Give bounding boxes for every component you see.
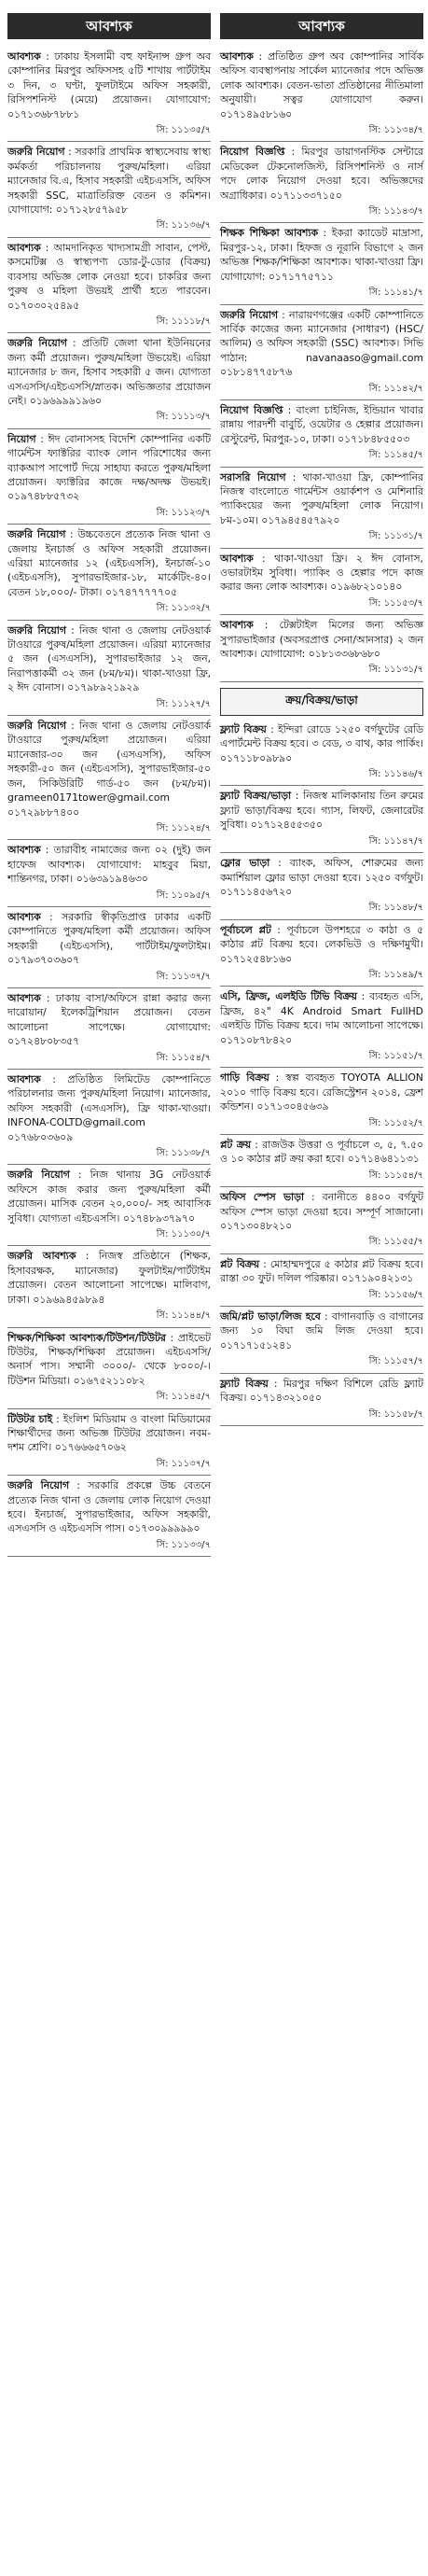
classified-ad — [7, 907, 211, 988]
ad-text: সরকারি প্রকল্পে উচ্চ বেতনে প্রত্যেক নিজ থানা ও জেলায় লোক নিয়োগ দেওয়া হবে। ইনচার্জ, সুপারভাইজার, অফিস সহকারী, এসএসসি ও এইচএসসি পাস। ০১৭৩০৯৯৯৯৯০ — [7, 1479, 211, 1535]
classified-ad — [7, 238, 211, 333]
ad-label: নিয়োগ — [7, 432, 36, 445]
ad-label-separator: : — [320, 1310, 332, 1323]
classified-ad — [220, 920, 423, 987]
ad-label-separator: : — [65, 623, 80, 637]
classified-ad — [7, 429, 211, 525]
ad-text: থাকা-খাওয়া ফ্রি, কোম্পানির নিজস্ব বাংলোতে গার্মেন্টস ওয়ার্কশপ ও মেশিনারি প্যাকিংয়ের জন্য পুরুষ/মহিলা লোক নিয়োগ। ৮ম-১০ম। ০১৭৯৪৫৪৫৭৯২০ — [220, 470, 423, 526]
ad-label-separator: : — [277, 308, 290, 321]
classified-ad — [7, 988, 211, 1070]
ad-code: সি: ১১১১৩/৭ — [156, 412, 211, 423]
right-column — [220, 13, 423, 1426]
ad-label: জরুরি নিয়োগ — [7, 1169, 70, 1182]
ad-label-separator: : — [165, 1331, 178, 1344]
ad-label-separator: : — [69, 1169, 90, 1182]
ad-label-separator: : — [253, 552, 275, 565]
ad-label: টিউটর চাই — [7, 1412, 53, 1425]
ad-text: আমদানিকৃত খাদ্যসামগ্রী সাবান, পেস্ট, কসমেটিক্স ও স্বাস্থ্যপণ্য ডোর-টু-ডোর (বিক্রয়) ব্যবসায় অভিজ্ঞ লোক নেওয়া হবে। চাকরির জন্য পুরুষ ও মহিলা উভয়ই প্রার্থী হতে পারবেন। ০১৭০৩০২৫৪৯৫ — [7, 241, 211, 312]
classified-ad — [220, 853, 423, 920]
ad-label: জরুরি নিয়োগ — [7, 528, 66, 541]
ad-code: সি: ১১১৪৭/৭ — [368, 835, 423, 847]
classified-ad — [220, 47, 423, 142]
ad-code: সি: ১১১৫৬/৭ — [368, 1289, 423, 1300]
ad-text: নিজ থানা ও জেলায় নেটওয়ার্ক টাওয়ারে পুরুষ/মহিলা প্রয়োজন। এরিয়া ম্যানেজার-৩০ জন (এসএসসি), অফিস সহকারী-৫০ জন (এইচএসসি), সুপারভাইজার-৫০ জন, সিকিউরিটি গার্ড-৫০ জন (৮ম/৮ম)। grameen0171tower@gmail.com ০১৭২৯৮৮৭৪০০ — [7, 720, 211, 819]
ad-code: সি: ১১১৪৮/৭ — [368, 903, 423, 914]
classified-ad — [7, 840, 211, 907]
ad-label-separator: : — [285, 470, 303, 483]
ad-label-separator: : — [65, 720, 80, 733]
ad-text: ঈদ বোনাসসহ বিদেশি কোম্পানির একটি গার্মেন্টস ফ্যাক্টরির ব্যাংক লোন পরিশোধের জন্য ব্যাকআপ সাপোর্ট দিয়ে সাহায্য করতে পুরুষ/মহিলা প্রয়োজন। ফ্যাক্টরির কাজে দক্ষ/অদক্ষ উভয়ই। ০১৯৭৪৮৮৫৭৩২ — [7, 432, 211, 503]
ad-label-separator: : — [318, 227, 332, 240]
ad-label-separator: : — [40, 910, 62, 923]
ad-code: সি: ১১১২৪/৭ — [156, 822, 211, 833]
ad-label-separator: : — [64, 146, 76, 159]
classified-ad — [7, 525, 211, 620]
classified-ad — [7, 47, 211, 142]
ad-label-separator: : — [40, 241, 54, 254]
ad-label: জরুরি নিয়োগ — [7, 337, 67, 350]
ad-label-separator: : — [40, 844, 54, 857]
ad-label-separator: : — [66, 337, 82, 350]
ad-label: গাড়ি বিক্রয় — [220, 1071, 269, 1085]
ad-label-separator: : — [284, 146, 302, 159]
ad-label-separator: : — [76, 1250, 99, 1263]
ad-label: জরুরি নিয়োগ — [7, 1479, 70, 1492]
classified-ad — [220, 1187, 423, 1254]
ad-text: ব্যাংক, অফিস, শোরুমের জন্য কমার্শিয়াল ফ্লোর ভাড়া দেওয়া হবে। ১২৫০ বর্গফুট। ০১৭১১৪৫৬৭২০ — [220, 857, 423, 898]
ad-label: জরুরি নিয়োগ — [7, 146, 65, 159]
ad-label: ফ্ল্যাট বিক্রয় — [220, 722, 267, 735]
left-ads-list — [7, 47, 211, 1557]
ad-label-separator: : — [259, 1257, 270, 1270]
ad-label-separator: : — [270, 923, 287, 936]
right-column-header: আবশ্যক — [220, 13, 423, 39]
classified-ad — [220, 223, 423, 304]
classified-ad — [220, 549, 423, 616]
ad-label-separator: : — [40, 1073, 68, 1085]
right-ads-list — [220, 47, 423, 682]
ad-label: ফ্ল্যাট বিক্রয়/ভাড়া — [220, 790, 292, 803]
ad-text: নারায়ণগঞ্জের একটি কোম্পানিতে সার্বিক কাজের জন্য ম্যানেজার (সাধারণ) (HSC/আলিম) ও অফিস সহকারী (SSC) আবশ্যক। সিভি পাঠান: navanaaso@gmail.com ০১৮১৪৭৭৫৮৭৬ — [220, 308, 423, 379]
ad-code: সি: ১১১৩০/৭ — [156, 1229, 211, 1240]
ad-text: সরকারি প্রাথমিক স্বাস্থ্যসেবায় স্বাস্থ্য কর্মকর্তা পরিচালনায় পুরুষ/মহিলা। এরিয়া ম্যানেজার বি.এ, হিসাব সহকারী এইচএসসি, অফিস সহকারী SSC, মাত্রাতিরিক্ত বেতন ও কমিশন। যোগাযোগ: ০১৭১২৮৫৭৯৫৮ — [7, 146, 211, 217]
classified-ad — [220, 987, 423, 1068]
ad-text: নিজ থানায় 3G নেটওয়ার্ক অফিসে কাজ করার জন্য পুরুষ/মহিলা কর্মী প্রয়োজন। মাসিক বেতন ২০,০০০/- সহ আবাসিক সুবিধা। যোগ্যতা এইচএসসি। ০১৭৪৮৯৩৭৯৭০ — [7, 1169, 211, 1225]
ad-code: সি: ১১১৫৭/৭ — [368, 1356, 423, 1367]
ad-label-separator: : — [69, 1479, 89, 1492]
ad-label-separator: : — [269, 1071, 286, 1085]
ad-text: মিরপুর ডায়াগনস্টিক সেন্টারে মেডিকেল টেকনোলজিস্ট, রিসিপশনিস্ট ও নার্স পদে লোক নিয়োগ দেওয়া হবে। অভিজ্ঞদের অগ্রাধিকার। ০১৭১১৩৩৭১৫০ — [220, 146, 423, 202]
ad-label-separator: : — [35, 432, 48, 445]
ad-label: জরুরি আবশ্যক — [7, 1250, 76, 1263]
ad-code: সি: ১১১৫১/৭ — [368, 1050, 423, 1061]
ad-label: শিক্ষক শিক্ষিকা আবশ্যক — [220, 227, 319, 240]
classified-ad — [7, 1165, 211, 1246]
ad-code: সি: ১১১৪২/৭ — [368, 383, 423, 394]
ad-code: সি: ১১১৩৪/৭ — [368, 125, 423, 136]
classified-ad — [7, 1409, 211, 1477]
ad-code: সি: ১১১৩৫/৭ — [156, 125, 211, 136]
ad-label-separator: : — [40, 50, 55, 63]
ad-label: প্লট ক্রয় — [220, 1139, 252, 1151]
ad-label-separator: : — [65, 528, 78, 541]
ad-label: আবশ্যক — [7, 241, 41, 254]
ad-text: মিরপুর দক্ষিণ বিশিলে রেডি ফ্ল্যাট বিক্রয়। ০১৭১৪৩২১০৫০ — [220, 1377, 423, 1405]
ad-label-separator: : — [268, 1377, 283, 1390]
ad-text: প্রাইভেট টিউটর, শিক্ষক/শিক্ষিকা প্রয়োজন। এইচএসসি/অনার্স পাস। সম্মানী ৩০০০/- থেকে ৮০০০/-। টিউশন মিডিয়া। ০১৬৭৫২১১০৮২ — [7, 1331, 211, 1387]
ad-code: সি: ১১১৪৫/৭ — [368, 450, 423, 461]
ad-label: আবশ্যক — [7, 991, 41, 1004]
ad-code: সি: ১১১৩১/৭ — [368, 665, 423, 676]
ad-code: সি: ১১১৩২/৭ — [156, 603, 211, 614]
ad-text: ইকরা ক্যাডেট মাদ্রাসা, মিরপুর-১২, ঢাকা। হিফজ ও নূরানি বিভাগে ২ জন অভিজ্ঞ শিক্ষক/শিক্ষিকা আবশ্যক। থাকা-খাওয়া ফ্রি। যোগাযোগ: ০১৭১৭৭৫৭১১ — [220, 227, 423, 283]
ad-label-separator: : — [303, 1191, 323, 1204]
classified-ad — [7, 1476, 211, 1557]
ad-code: সি: ১১১২৩/৭ — [156, 507, 211, 518]
ad-label: ফ্ল্যাট বিক্রয় — [220, 1377, 269, 1390]
ad-code: সি: ১১১৩৮/৭ — [156, 1148, 211, 1159]
classified-ad — [7, 1328, 211, 1409]
ad-code: সি: ১১১৩৭/৭ — [156, 971, 211, 982]
ad-text: পূর্বাচলে উপশহরে ৩ কাঠা ও ৫ কাঠার প্লট বিক্রয় হবে। লেকভিউ ও দক্ষিণমুখী। ০১৭১২৫৪৮১৬০ — [220, 923, 423, 965]
ad-code: সি: ১১১৫৪/৭ — [156, 1052, 211, 1063]
ad-label: ফ্লোর ভাড়া — [220, 857, 270, 870]
ad-text: ইন্দিরা রোডে ১২৫০ বর্গফুটের রেডি এপার্টমেন্ট বিক্রয় হবে। ৩ বেড, ৩ বাথ, কার পার্কিং। ০১৭১১৮০৯৮৯০ — [220, 722, 423, 764]
ad-code: সি: ১১১৫৪/৭ — [368, 1169, 423, 1181]
ad-text: তারাবীহ নামাজের জন্য ০২ (দুই) জন হাফেজ আবশ্যক। যোগাযোগ: মাহবুব মিয়া, শান্তিনগর, ঢাকা। ০১৬৩৯১৯৪৬৩০ — [7, 844, 211, 886]
ad-label: আবশ্যক — [7, 1073, 41, 1085]
buy-sell-rent-ads-list — [220, 720, 423, 1426]
ad-code: সি: ১১১৫৫/৭ — [368, 1237, 423, 1248]
classified-ad — [220, 1307, 423, 1374]
ad-text: ইংলিশ মিডিয়াম ও বাংলা মিডিয়ামের শিক্ষার্থীদের জন্য অভিজ্ঞ টিউটর প্রয়োজন। নবম-দশম শ্রেণি। ০১৭৬৬৬৫৭০৬২ — [7, 1412, 211, 1454]
ad-code: সি: ১১১৫৮/৭ — [368, 1408, 423, 1420]
ad-label-separator: : — [253, 619, 280, 632]
ad-text: উচ্চবেতনে প্রত্যেক নিজ থানা ও জেলায় ইনচার্জ ও অফিস সহকারী প্রয়োজন। এরিয়া ম্যানেজার ১২ (এইচএসসি), ইনচার্জ-১০ (এইচএসসি), সুপারভাইজার-১৮, মার্কেটিং-৪০। বেতন ১৮,০০০/- টাকা। ০১৭৪৭৭৭৭৭০৫ — [7, 528, 211, 598]
ad-text: প্রতিষ্ঠিত লিমিটেড কোম্পানিতে পরিচালনার জন্য পুরুষ/মহিলা নিয়োগ। ম্যানেজার, অফিস সহকারী (এসএসসি), ফ্রি থাকা-খাওয়া। INFONA-COLTD@gmail.com ০১৭৬৮০৩৬০৯ — [7, 1073, 211, 1143]
ad-text: ব্যবহৃত এসি, ফ্রিজ, ৪২" 4K Android Smart FullHD এলইডি টিভি বিক্রয় হবে। দাম আলোচনা সাপেক্ষে। ০১৭১০৮৭৮৪২০ — [220, 990, 423, 1046]
ad-text: রাজউক উত্তরা ও পূর্বাচলে ৩, ৫, ৭.৫০ ও ১০ কাঠার প্লট ক্রয় করা হবে। ০১৭১৪৬৪১১৩১ — [220, 1139, 423, 1166]
classified-ad — [7, 333, 211, 428]
ad-code: সি: ১১১২৭/৭ — [156, 698, 211, 709]
classified-ad — [220, 1135, 423, 1187]
ad-label: নিয়োগ বিজ্ঞপ্তি — [220, 403, 283, 416]
ad-code: সি: ১১১৪৩/৭ — [368, 206, 423, 217]
ad-label: সরাসরি নিয়োগ — [220, 470, 286, 483]
ad-label: আবশ্যক — [220, 552, 254, 565]
classified-ad — [220, 1068, 423, 1135]
classified-ad — [7, 621, 211, 716]
ad-code: সি: ১১১৩১/৭ — [368, 531, 423, 542]
ad-text: প্রতিষ্ঠিত গ্রুপ অব কোম্পানির সার্বিক অফিস ব্যবস্থাপনায় সার্কেল ম্যানেজার পদে অভিজ্ঞ লোক আবশ্যক। বেতন-ভাতা প্রতিষ্ঠানের নীতিমালা অনুযায়ী। সত্বর যোগাযোগ করুন। ০১৭১৪৯৫৮১৬০ — [220, 50, 423, 120]
ad-label: আবশ্যক — [7, 50, 41, 63]
ad-code: সি: ১১১৪৯/৭ — [368, 969, 423, 980]
ad-label: অফিস স্পেস ভাড়া — [220, 1191, 304, 1204]
ad-text: বনানীতে ৪৪০০ বর্গফুট অফিস স্পেস ভাড়া দেওয়া হবে। সম্পূর্ণ সাজানো। ০১৭১৩০৪৮২১০ — [220, 1191, 423, 1233]
buy-sell-rent-section-title: ক্রয়/বিক্রয়/ভাড়া — [220, 688, 423, 716]
ad-label: জরুরি নিয়োগ — [7, 623, 66, 637]
ad-label: প্লট বিক্রয় — [220, 1257, 260, 1270]
ad-label: আবশ্যক — [220, 619, 254, 632]
ad-text: থাকা-খাওয়া ফ্রি। ২ ঈদ বোনাস, ওভারটাইম সুবিধা। প্যাকিং ও হেল্পার পদে কাজ করার জন্য লোক আবশ্যক। ০১৯৬৮২১০১৪০ — [220, 552, 423, 594]
classified-ad — [220, 1374, 423, 1426]
classified-ad — [220, 468, 423, 549]
left-column — [7, 13, 211, 1557]
classified-ad — [220, 786, 423, 853]
ad-text: বাগানবাড়ি ও বাগানের জন্য ১০ বিঘা জমি লিজ দেওয়া হবে। ০১৭১৭১৫১২৪১ — [220, 1310, 423, 1351]
ad-text: প্রতিটি জেলা থানা ইউনিয়নের জন্য কর্মী প্রয়োজন। পুরুষ/মহিলা উভয়েই। এরিয়া ম্যানেজার ৮ জন, হিসাব সহকারী ৫ জন। যোগ্যতা এসএসসি/এইচএসসি/স্নাতক। অভিজ্ঞতার প্রয়োজন নেই। ০১৯৬৯৯৯১৯৬০ — [7, 337, 212, 407]
ad-text: টেক্সটাইল মিলের জন্য অভিজ্ঞ সুপারভাইজার (অবসরপ্রাপ্ত সেনা/আনসার) ২ জন আবশ্যক। যোগাযোগ: ০১৮১৩৩৬৮৬৮০ — [220, 619, 423, 661]
classified-ad — [220, 1254, 423, 1307]
ad-text: ঢাকায় বাসা/অফিসে রান্না করার জন্য দারোয়ান/ ইলেকট্রিশিয়ান প্রয়োজন। বেতন আলোচনা সাপেক্ষে। যোগাযোগ: ০১৭২৪৮০৮৩৫৭ — [7, 991, 211, 1048]
ad-label-separator: : — [356, 990, 370, 1003]
ad-code: সি: ১১১৩৩/৭ — [156, 1539, 211, 1550]
ad-text: বাংলা চাইনিজ, ইন্ডিয়ান খাবার রান্নায় পারদর্শী বাবুর্চি, ওয়েটার ও হেল্পার প্রয়োজন। রেস্টুরেন্ট, মিরপুর-১০, ঢাকা। ০১৭১৮৪৮৫৫০৩ — [220, 403, 423, 445]
ad-label-separator: : — [283, 403, 297, 416]
ad-text: স্বল্প ব্যবহৃত TOYOTA ALLION ২০১০ গাড়ি বিক্রয় হবে। রেজিস্ট্রেশন ২০১৪, ফ্রেশ কন্ডিশন। ০১৭১৩০৪৫৬৩৯ — [220, 1071, 423, 1113]
ad-label-separator: : — [40, 991, 56, 1004]
ad-label: পূর্বাচলে প্লট — [220, 923, 271, 936]
left-column-header: আবশ্যক — [7, 13, 211, 39]
classified-ad — [220, 305, 423, 400]
ad-code: সি: ১১১১৮/৭ — [156, 315, 211, 327]
ad-code: সি: ১১১৫৩/৭ — [368, 597, 423, 609]
classified-ad — [220, 142, 423, 223]
ad-code: সি: ১১১৪৫/৭ — [156, 1392, 211, 1403]
ad-code: সি: ১১১৪১/৭ — [368, 287, 423, 299]
ad-text: ঢাকায় ইসলামী বহু ফাইনান্স গ্রুপ অব কোম্পানির মিরপুর অফিসসহ ৫টি শাখায় পার্টটাইম ৩ দিন, ৩ ঘণ্টা, ফুলটাইমে অফিস সহকারী, রিসিপশনিস্ট (মেয়ে) প্রয়োজন। যোগাযোগ: ০১৭১৩৬৮৭৮৮১ — [7, 50, 211, 120]
ad-label: নিয়োগ বিজ্ঞপ্তি — [220, 146, 285, 159]
classified-ad — [220, 720, 423, 787]
ad-text: নিজস্ব মালিকানায় তিন রুমের ফ্ল্যাট ভাড়া/বিক্রয় হবে। গ্যাস, লিফট, জেনারেটর সুবিধা। ০১৭১২৪৫৫৩৫০ — [220, 790, 423, 832]
ad-label: আবশ্যক — [7, 844, 41, 857]
ad-label-separator: : — [251, 1139, 263, 1151]
ad-text: সরকারি স্বীকৃতিপ্রাপ্ত ঢাকার একটি কোম্পানিতে পুরুষ/মহিলা কর্মী প্রয়োজন। অফিস সহকারী (এইচএসসি), পার্টটাইম/ফুলটাইম। ০১৭৯৩৭০৩৬০৭ — [7, 910, 211, 967]
ad-code: সি: ১১১৪৪/৭ — [156, 1310, 211, 1322]
ad-label: জমি/প্লট ভাড়া/লিজ হবে — [220, 1310, 321, 1323]
ad-text: নিজ থানা ও জেলায় নেটওয়ার্ক টাওয়ারে পুরুষ/মহিলা প্রয়োজন। এরিয়া ম্যানেজার ৫ জন (এসএসসি), সুপারভাইজার ১২ জন, নিরাপত্তাকর্মী ৩২ জন (৮ম/৮ম)। থাকা-খাওয়া ফ্রি, ২ ঈদ বোনাস। ০১৭৯৮৯২১৯২৯ — [7, 623, 211, 694]
classified-ad — [7, 142, 211, 237]
ad-code: সি: ১১০৯৫/৭ — [156, 889, 211, 901]
classified-ad — [220, 615, 423, 682]
ad-label: জরুরি নিয়োগ — [220, 308, 278, 321]
ad-label: আবশ্যক — [7, 910, 41, 923]
ad-text: মোহাম্মদপুরে ৫ কাঠার প্লট বিক্রয় হবে। রাস্তা ৩০ ফুট। দলিল পরিষ্কার। ০১৭১৯০৪২১৩১ — [220, 1257, 424, 1285]
ad-code: সি: ১১১৫২/৭ — [368, 1117, 423, 1128]
ad-label-separator: : — [269, 857, 290, 870]
ad-label-separator: : — [291, 790, 304, 803]
ad-text: নিজস্ব প্রতিষ্ঠানে (শিক্ষক, হিসাবরক্ষক, ম্যানেজার) ফুলটাইম/পার্টটাইম প্রয়োজন। বেতন আলোচনা সাপেক্ষে। মালিবাগ, ঢাকা। ০১৯৬৯৪৫৯৮৯৪ — [7, 1250, 211, 1306]
ad-label: আবশ্যক — [220, 50, 254, 63]
ad-label: জরুরি নিয়োগ — [7, 720, 66, 733]
ad-code: সি: ১১১৩৭/৭ — [156, 1458, 211, 1469]
ad-label-separator: : — [253, 50, 269, 63]
classified-ad — [220, 400, 423, 468]
ad-label-separator: : — [266, 722, 279, 735]
classified-ad — [7, 1246, 211, 1327]
ad-label-separator: : — [52, 1412, 63, 1425]
classified-ad — [7, 716, 211, 840]
classified-ad — [7, 1070, 211, 1165]
ad-label: এসি, ফ্রিজ, এলইডি টিভি বিক্রয় — [220, 990, 357, 1003]
ad-label: শিক্ষক/শিক্ষিকা আবশ্যক/টিউশন/টিউটর — [7, 1331, 166, 1344]
ad-code: সি: ১১১৩৬/৭ — [156, 220, 211, 231]
ad-code: সি: ১১১৪৬/৭ — [368, 769, 423, 780]
